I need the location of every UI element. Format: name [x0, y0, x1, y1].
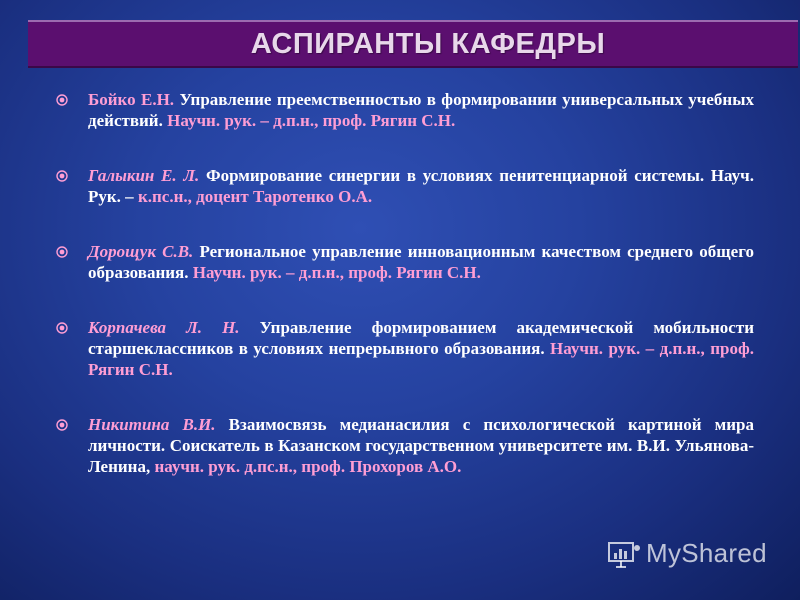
bullet-icon	[56, 322, 68, 334]
list-item	[54, 241, 754, 283]
advisor-info: Научн. рук. – д.п.н., проф. Рягин С.Н.	[162, 111, 456, 130]
advisor-info: к.пс.н., доцент Таротенко О.А.	[133, 187, 373, 206]
watermark	[606, 538, 786, 572]
graduate-student-list	[54, 89, 754, 477]
student-name: Никитина В.И.	[88, 415, 216, 434]
bullet-icon	[56, 419, 68, 431]
list-item	[54, 317, 754, 380]
dissertation-topic: Формирование синергии в условиях пенитенциарной системы. Науч. Рук. –	[88, 166, 754, 206]
student-name: Дорощук С.В.	[88, 242, 194, 261]
bullet-icon	[56, 246, 68, 258]
dissertation-topic: Управление формированием академической мобильности старшеклассников в условиях непрерывного образования.	[88, 318, 754, 358]
dissertation-topic: Управление преемственностью в формировании универсальных учебных действий.	[88, 90, 754, 130]
slide-title: АСПИРАНТЫ КАФЕДРЫ	[250, 28, 606, 60]
dissertation-topic: Региональное управление инновационным качеством среднего общего образования.	[88, 242, 755, 282]
dissertation-topic: Взаимосвязь медианасилия с психологической картиной мира личности. Соискатель в Казанском государственном университете им. В.И. Ульянова-Ленина,	[88, 415, 754, 476]
bullet-icon	[56, 170, 68, 182]
advisor-info: научн. рук. д.пс.н., проф. Прохоров А.О.	[150, 457, 462, 476]
advisor-info: Научн. рук. – д.п.н., проф. Рягин С.Н.	[188, 263, 481, 282]
student-name: Корпачева Л. Н.	[88, 318, 240, 337]
student-name: Галыкин Е. Л.	[88, 166, 200, 185]
title-bar	[28, 20, 798, 68]
bullet-icon	[56, 94, 68, 106]
list-item	[54, 414, 754, 477]
list-item	[54, 165, 754, 207]
presentation-chart-icon	[606, 540, 642, 570]
list-item	[54, 89, 754, 131]
student-name: Бойко Е.Н.	[88, 90, 175, 109]
watermark-text: MyShared	[646, 538, 767, 568]
advisor-info: Научн. рук. – д.п.н., проф. Рягин С.Н.	[88, 339, 754, 379]
